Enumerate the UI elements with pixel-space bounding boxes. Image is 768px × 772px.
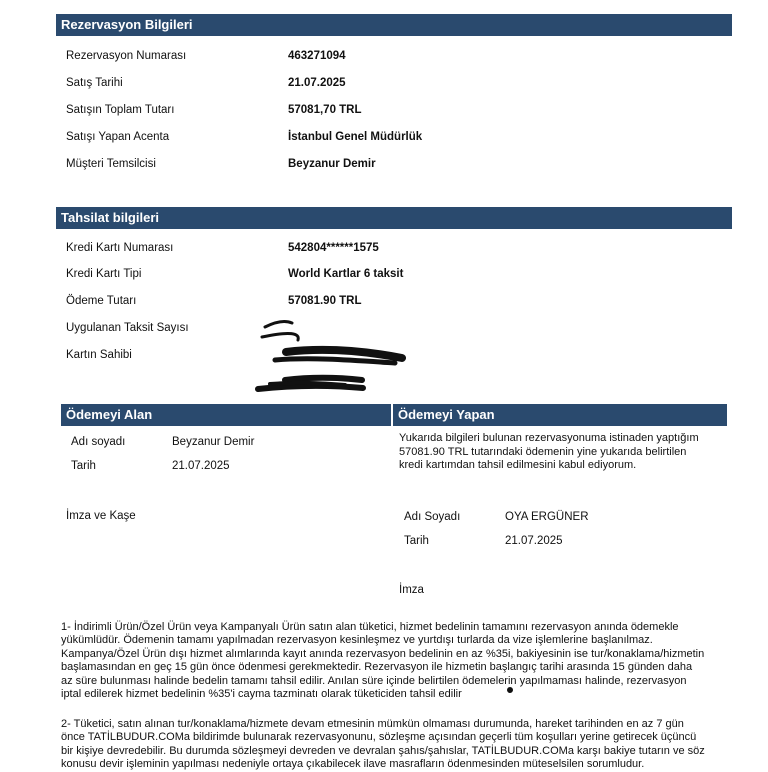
agency-value: İstanbul Genel Müdürlük [288, 131, 423, 143]
terms-line: 1- İndirimli Ürün/Özel Ürün veya Kampanyalı Ürün satın alan tüketici, hizmet bedelinin tamamını rezervasyon anında ödemekle [61, 621, 679, 633]
receiver-header: Ödemeyi Alan [61, 404, 391, 426]
redaction-stroke-7 [270, 383, 345, 385]
terms-paragraph-2 [61, 718, 705, 772]
redaction-stroke-2 [262, 333, 298, 340]
card-holder-label: Kartın Sahibi [66, 349, 132, 361]
terms-line: iptal edilerek hizmet bedelinin %35'i cayma tazminatı olarak tüketiciden tahsil edilir [61, 688, 462, 701]
receiver-name-value: Beyzanur Demir [172, 436, 255, 448]
redaction-stroke-4 [275, 359, 395, 363]
payer-signature-label: İmza [399, 584, 424, 596]
agency-label: Satışı Yapan Acenta [66, 131, 170, 143]
card-type-label: Kredi Kartı Tipi [66, 268, 142, 280]
terms-line: yükümlüdür. Ödemenin tamamı yapılmadan rezervasyon kesinleşmez ve yurtdışı turlarda da vize işlemlerine başlanılmaz. [61, 634, 653, 647]
payer-name-value: OYA ERGÜNER [505, 511, 589, 523]
payer-header: Ödemeyi Yapan [393, 404, 727, 426]
payer-statement [399, 432, 699, 473]
redaction-stroke-1 [265, 322, 292, 327]
receiver-date-label: Tarih [71, 460, 96, 472]
payer-date-label: Tarih [404, 535, 429, 547]
sale-date-value: 21.07.2025 [288, 77, 346, 89]
reservation-header: Rezervasyon Bilgileri [56, 14, 732, 36]
terms-line: konusu devir işleminin yapılması nedeniyle ortaya çıkabilecek ilave masrafların ödenmesinden müteselsilen sorumludur. [61, 758, 645, 771]
sale-total-label: Satışın Toplam Tutarı [66, 104, 175, 116]
terms-paragraph-1 [61, 621, 704, 701]
reservation-number-value: 463271094 [288, 50, 346, 62]
terms-line: başlamasından en geç 15 gün önce ödenmesi gerekmektedir. Rezervasyon ile hizmetin başlangıç tarihi arasında 15 günden daha [61, 661, 693, 674]
card-number-label: Kredi Kartı Numarası [66, 242, 174, 254]
customer-rep-label: Müşteri Temsilcisi [66, 158, 156, 170]
sale-total-value: 57081,70 TRL [288, 104, 362, 116]
receiver-name-label: Adı soyadı [71, 436, 126, 448]
payer-statement-line: Yukarıda bilgileri bulunan rezervasyonuma istinaden yaptığım [399, 432, 699, 444]
sale-date-label: Satış Tarihi [66, 77, 123, 89]
redaction-stroke-5 [285, 378, 362, 380]
payer-name-label: Adı Soyadı [404, 511, 461, 523]
payment-header: Tahsilat bilgileri [56, 207, 732, 229]
payment-amount-label: Ödeme Tutarı [66, 295, 137, 307]
terms-line: bir kişiye devredebilir. Bu durumda sözleşmeyi devreden ve devralan şahıs/şahıslar, TATİLBUDUR.COMa karşı bakiye tutarın ve söz [61, 744, 705, 757]
payer-statement-line: 57081.90 TRL tutarındaki ödemenin yine yukarıda belirtilen [399, 445, 687, 458]
receiver-date-value: 21.07.2025 [172, 460, 230, 472]
terms-line: önce TATİLBUDUR.COMa bildirimde bulunarak rezervasyonunu, sözleşme açısından geçerli tüm koşulları yerine getirecek üçüncü [61, 731, 697, 744]
receiver-signature-label: İmza ve Kaşe [66, 510, 136, 522]
payer-statement-line: kredi kartımdan tahsil edilmesini kabul ediyorum. [399, 459, 637, 471]
card-type-value: World Kartlar 6 taksit [288, 268, 404, 280]
payment-amount-value: 57081.90 TRL [288, 295, 362, 307]
redaction-stroke-6 [258, 386, 363, 389]
card-number-value: 542804******1575 [288, 242, 379, 254]
payer-date-value: 21.07.2025 [505, 535, 563, 547]
customer-rep-value: Beyzanur Demir [288, 158, 376, 170]
terms-line: 2- Tüketici, satın alınan tur/konaklama/hizmete devam etmesinin mümkün olmaması durumunda, hareket tarihinden en az 7 gün [61, 718, 684, 730]
reservation-number-label: Rezervasyon Numarası [66, 50, 187, 62]
terms-line: Kampanya/Özel Ürün dışı hizmet alımlarında kayıt anında rezervasyon bedelinin en az %35i, bakiyesinin ise tur/konaklama/hizmetin [61, 647, 705, 660]
terms-line: az süre bulunması halinde bedelin tamamı tahsil edilir. Anılan süre içinde belirtilen ödemelerin yapılmaması halinde, rezervasyon [61, 674, 687, 687]
installments-label: Uygulanan Taksit Sayısı [66, 322, 189, 334]
